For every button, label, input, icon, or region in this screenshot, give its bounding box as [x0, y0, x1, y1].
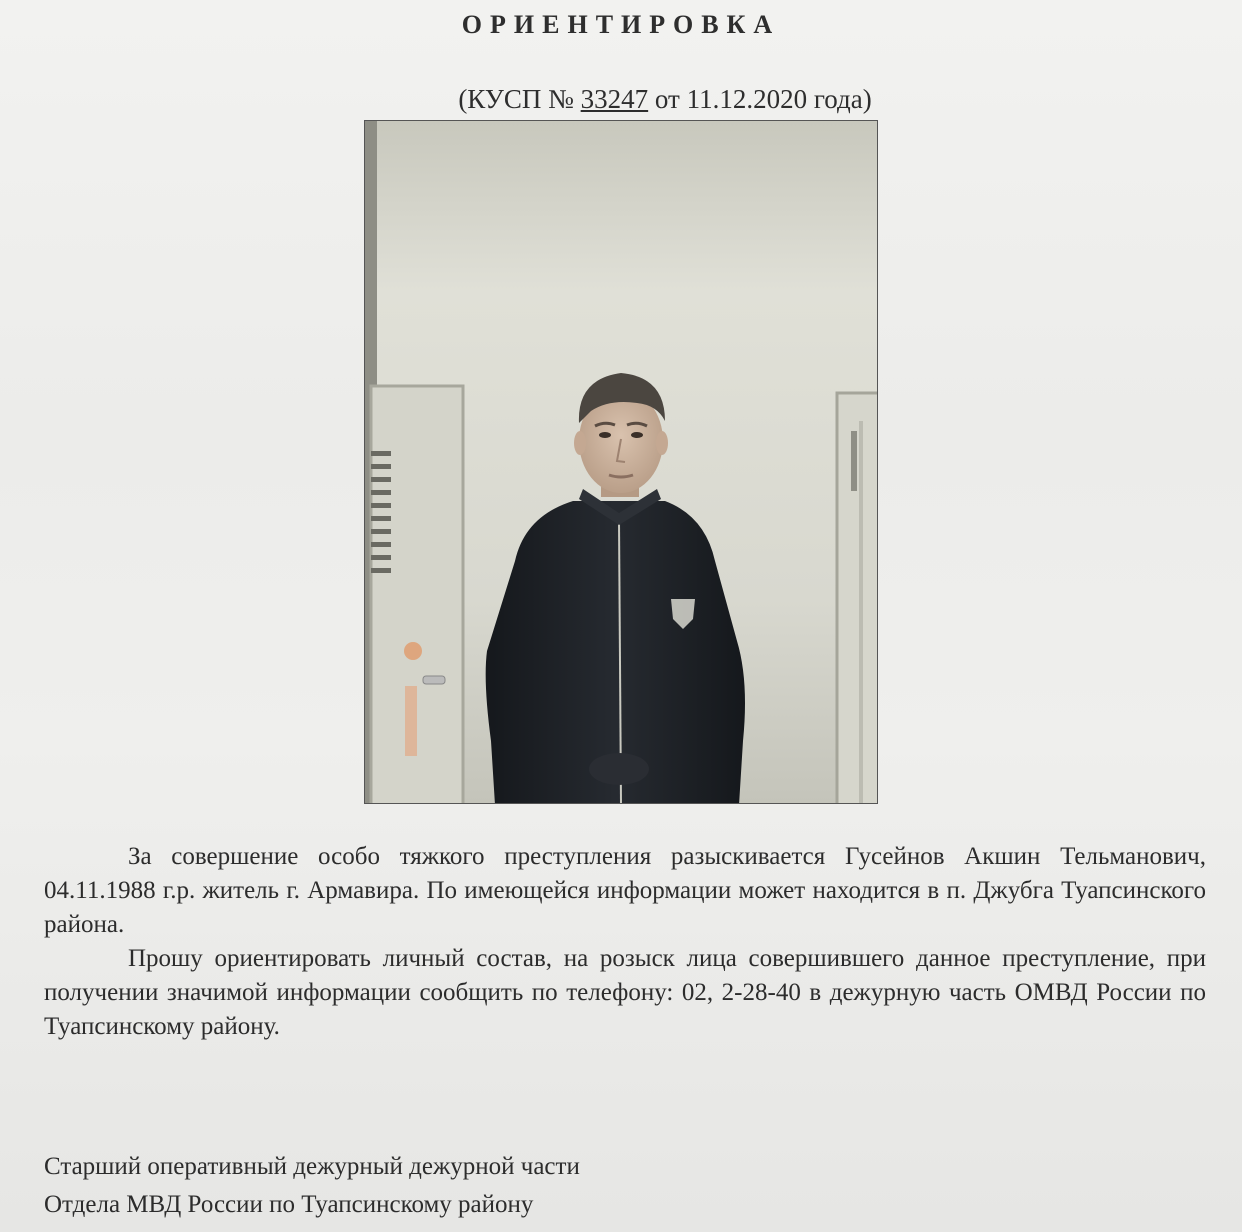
case-reference	[0, 84, 1242, 115]
document-title: ОРИЕНТИРОВКА	[461, 10, 781, 39]
signature-line-department: Отдела МВД России по Туапсинскому району	[44, 1191, 534, 1218]
case-number: 33247	[580, 84, 649, 114]
signature-line-position: Старший оперативный дежурный дежурной части	[44, 1153, 580, 1180]
case-reference-date: от 11.12.2020 года)	[648, 84, 872, 114]
paragraph-request: Прошу ориентировать личный состав, на розыск лица совершившего данное преступление, при получении значимой информации сообщить по телефону: 02, 2-28-40 в дежурную часть ОМВД России по Туапсинскому району.	[44, 945, 1206, 1040]
suspect-photo	[364, 120, 878, 804]
paragraph-wanted-person: За совершение особо тяжкого преступления разыскивается Гусейнов Акшин Тельманович, 04.11.1988 г.р. житель г. Армавира. По имеющейся информации может находится в п. Джубга Туапсинского района.	[44, 843, 1206, 938]
suspect-photo-drawing	[365, 121, 878, 804]
signature-block	[44, 1148, 580, 1224]
case-reference-prefix: (КУСП №	[458, 84, 581, 114]
document-body	[44, 840, 1206, 1044]
